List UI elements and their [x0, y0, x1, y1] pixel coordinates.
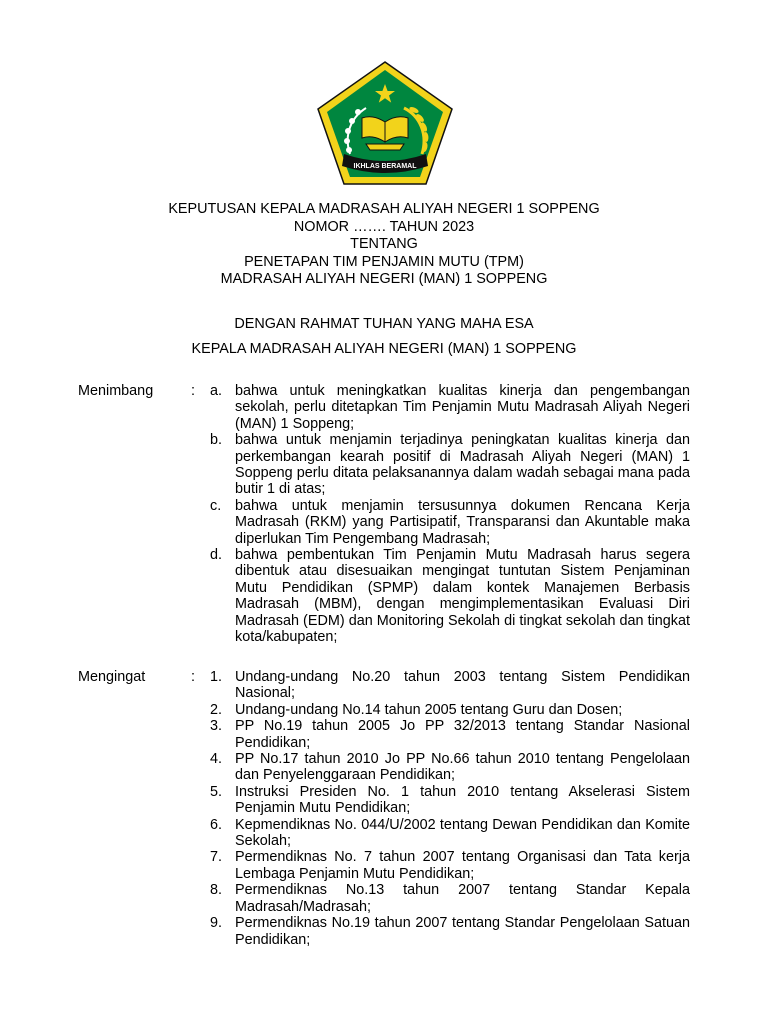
list-item	[210, 915, 690, 948]
list-item-text: bahwa untuk menjamin terjadinya peningkatan kualitas kinerja dan perkembangan kearah positif di Madrasah Aliyah Negeri (MAN) 1 Soppeng perlu ditata pelaksanannya dalam wadah sebagai mana pada butir 1 di atas;	[235, 432, 690, 498]
list-item	[210, 702, 690, 718]
list-item	[210, 383, 690, 432]
list-item-marker: d.	[210, 547, 223, 564]
list-item-marker: 1.	[210, 669, 223, 685]
decree-institution: MADRASAH ALIYAH NEGERI (MAN) 1 SOPPENG	[220, 271, 548, 288]
list-item-text: bahwa untuk menjamin tersusunnya dokumen Rencana Kerja Madrasah (RKM) yang Partisipatif, Transparansi dan Akuntable maka diperlukan Tim Pengembang Madrasah;	[235, 497, 690, 547]
list-item-text: PP No.19 tahun 2005 Jo PP 32/2013 tentang Standar Nasional Pendidikan;	[235, 718, 690, 751]
list-item-marker: 7.	[210, 849, 223, 866]
kemenag-emblem-logo	[316, 60, 454, 186]
menimbang-colon: :	[191, 383, 195, 399]
list-item-marker: a.	[210, 383, 223, 399]
list-item-text: Permendiknas No.19 tahun 2007 tentang Standar Pengelolaan Satuan Pendidikan;	[235, 915, 690, 948]
decree-title: KEPUTUSAN KEPALA MADRASAH ALIYAH NEGERI 1 SOPPENG	[168, 201, 600, 217]
list-item	[210, 784, 690, 817]
list-item-marker: 9.	[210, 915, 223, 932]
open-book-icon	[362, 117, 408, 150]
list-item-marker: 2.	[210, 701, 223, 718]
opening-line-blessing: DENGAN RAHMAT TUHAN YANG MAHA ESA	[234, 316, 534, 332]
list-item-text: Permendiknas No.13 tahun 2007 tentang Standar Kepala Madrasah/Madrasah;	[235, 882, 690, 915]
list-item-marker: 3.	[210, 718, 223, 735]
decree-number: NOMOR ……. TAHUN 2023	[293, 218, 475, 235]
opening-line-head: KEPALA MADRASAH ALIYAH NEGERI (MAN) 1 SOPPENG	[191, 341, 577, 357]
decree-subject: PENETAPAN TIM PENJAMIN MUTU (TPM)	[244, 253, 524, 270]
list-item-text: bahwa pembentukan Tim Penjamin Mutu Madrasah harus segera dibentuk atau disesuaikan mengingat tuntutan Sistem Penjaminan Mutu Pendidikan (SPMP) dalam kontek Manajemen Berbasis Madrasah (MBM), dengan mengimplementasikan Evaluasi Diri Madrasah (EDM) dan Monitoring Sekolah di tingkat sekolah dan tingkat kota/kabupaten;	[235, 547, 690, 646]
list-item	[210, 817, 690, 850]
list-item-marker: 5.	[210, 783, 223, 800]
menimbang-list	[210, 383, 690, 646]
list-item-text: Instruksi Presiden No. 1 tahun 2010 tentang Akselerasi Sistem Penjamin Mutu Pendidikan;	[235, 783, 690, 817]
list-item-marker: 6.	[210, 816, 223, 833]
list-item-text: Undang-undang No.20 tahun 2003 tentang Sistem Pendidikan Nasional;	[235, 669, 690, 702]
list-item-marker: c.	[210, 497, 222, 514]
list-item-marker: 4.	[210, 751, 223, 768]
list-item-text: Kepmendiknas No. 044/U/2002 tentang Dewan Pendidikan dan Komite Sekolah;	[235, 816, 690, 850]
menimbang-label: Menimbang	[78, 383, 154, 399]
mengingat-colon: :	[191, 669, 195, 685]
list-item	[210, 432, 690, 498]
mengingat-list	[210, 669, 690, 948]
mengingat-label: Mengingat	[78, 669, 146, 685]
list-item	[210, 669, 690, 702]
list-item	[210, 718, 690, 751]
decree-heading	[0, 201, 768, 289]
list-item	[210, 547, 690, 645]
list-item-text: Undang-undang No.14 tahun 2005 tentang Guru dan Dosen;	[235, 701, 623, 718]
list-item-marker: 8.	[210, 882, 223, 899]
list-item	[210, 849, 690, 882]
list-item-marker: b.	[210, 432, 223, 449]
list-item	[210, 498, 690, 547]
decree-about-label: TENTANG	[350, 236, 418, 253]
logo-banner-text: IKHLAS BERAMAL	[353, 163, 417, 170]
list-item-text: bahwa untuk meningkatkan kualitas kinerja dan pengembangan sekolah, perlu ditetapkan Tim Penjamin Mutu Madrasah Aliyah Negeri (MAN) 1 Soppeng;	[235, 383, 690, 432]
list-item	[210, 751, 690, 784]
list-item-text: Permendiknas No. 7 tahun 2007 tentang Organisasi dan Tata kerja Lembaga Penjamin Mutu Pendidikan;	[235, 849, 690, 882]
list-item-text: PP No.17 tahun 2010 Jo PP No.66 tahun 2010 tentang Pengelolaan dan Penyelenggaraan Pendidikan;	[235, 751, 690, 784]
list-item	[210, 882, 690, 915]
